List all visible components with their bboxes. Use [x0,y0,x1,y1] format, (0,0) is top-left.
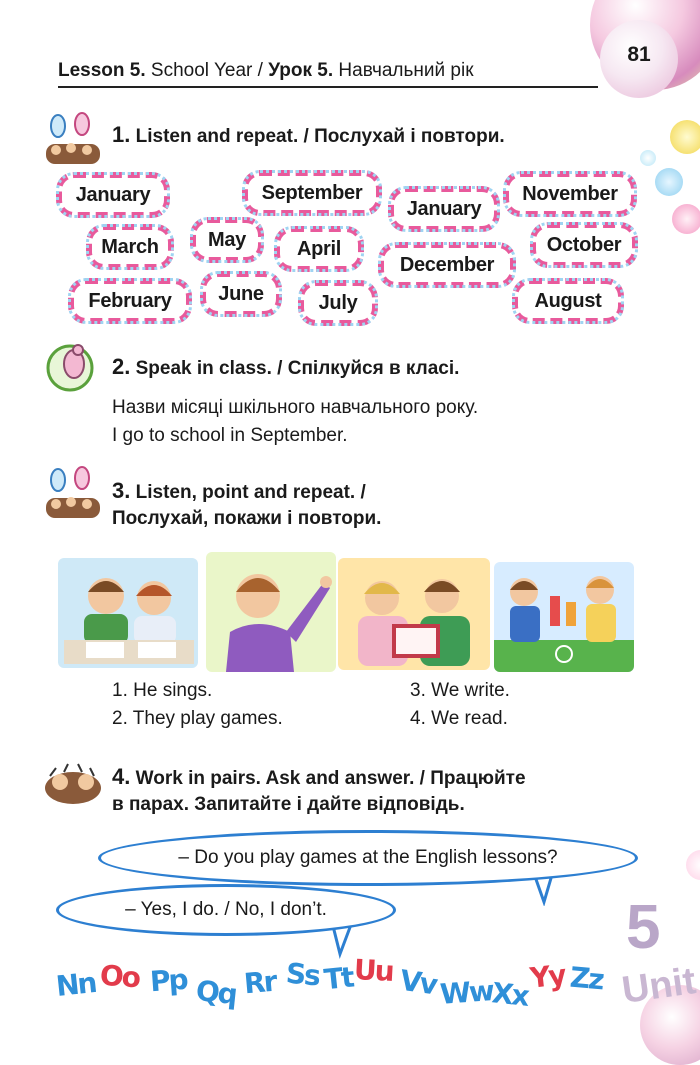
decor-ball-right-mid [686,850,700,880]
month-pill-april: April [274,226,364,272]
sentence-2: 2. They play games. [112,708,283,729]
month-pill-october: October [530,222,638,268]
letter-ss: Ss [284,956,321,993]
month-pill-december: December [378,242,516,288]
letter-pp: Pp [148,962,188,999]
letter-nn: Nn [54,966,97,1003]
lesson-header [58,60,598,88]
illustration-children-playing [494,562,634,672]
illustration-children-writing [58,558,198,668]
question-text: – Do you play games at the English lessons? [178,847,558,868]
exercise3-number: 3. [112,478,131,503]
sentence-1: 1. He sings. [112,680,213,701]
lesson-title: School Year / [145,60,269,81]
exercise4-text-1: Work in pairs. Ask and answer. / Працюйте [130,768,526,789]
page-number: 81 [600,20,678,98]
pair-work-icon [42,762,104,808]
exercise3-text-1: Listen, point and repeat. / [130,482,366,503]
exercise4-text-2: в парах. Запитайте і дайте відповідь. [112,794,465,815]
exercise2-text: Speak in class. / Спілкуйся в класі. [130,358,460,379]
exercise1-title [112,122,505,150]
letter-yy: Yy [528,958,567,995]
answer-text: – Yes, I do. / No, I don’t. [125,899,327,920]
exercise4-number: 4. [112,764,131,789]
alphabet-strip [56,952,616,1022]
letter-zz: Zz [568,960,604,997]
listen-icon [42,112,104,168]
month-pill-february: February [68,278,192,324]
month-pill-november: November [503,171,637,217]
question-bubble [98,830,638,886]
urok-label: Урок 5. [268,60,334,81]
letter-rr: Rr [242,964,277,1001]
lesson-label: Lesson 5. [58,60,146,81]
urok-title: Навчальний рік [333,60,474,81]
exercise3-text-2: Послухай, покажи і повтори. [112,508,382,529]
month-pill-january-1: January [56,172,170,218]
exercise2-title [112,354,459,382]
exercise4-title [112,764,526,818]
exercise1-text: Listen and repeat. / Послухай і повтори. [130,126,505,147]
letter-xx: Xx [490,976,530,1013]
exercise2-example: I go to school in September. [112,425,348,446]
decor-ball-yellow [670,120,700,154]
unit-number: 5 [626,893,661,962]
illustration-children-reading [338,558,490,670]
exercise1-number: 1. [112,122,131,147]
speak-icon [44,338,100,394]
month-pill-july: July [298,280,378,326]
decor-ball-small [640,150,656,166]
letter-tt: Tt [322,960,355,997]
sentence-4: 4. We read. [410,708,508,729]
sentence-3: 3. We write. [410,680,510,701]
letter-oo: Oo [98,958,141,995]
decor-ball-blue [655,168,683,196]
month-pill-may: May [190,217,264,263]
letter-vv: Vv [397,963,439,1002]
letter-qq: Qq [194,974,238,1011]
month-pill-august: August [512,278,624,324]
month-pill-march: March [86,224,174,270]
month-pill-june: June [200,271,282,317]
month-pill-january-2: January [388,186,500,232]
answer-bubble [56,884,396,936]
illustration-boy-singing [206,552,336,672]
letter-ww: Ww [438,974,494,1011]
month-pill-september: September [242,170,382,216]
exercise2-instruction: Назви місяці шкільного навчального року. [112,397,479,418]
unit-label: Unit [619,960,699,1012]
listen-icon [42,466,104,522]
exercise2-number: 2. [112,354,131,379]
decor-ball-pink [672,204,700,234]
letter-uu: Uu [353,953,394,988]
exercise3-title [112,478,381,532]
